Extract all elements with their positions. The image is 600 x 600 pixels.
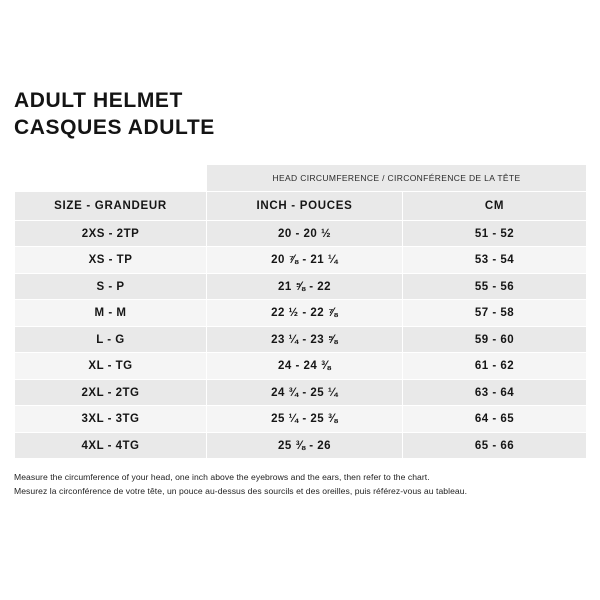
cell-size: L - G: [15, 326, 207, 353]
table-row: [15, 406, 587, 433]
table-row: [15, 326, 587, 353]
cell-cm: 65 - 66: [403, 432, 587, 459]
table-row: [15, 247, 587, 274]
page-title: [14, 88, 586, 142]
note-french: Mesurez la circonférence de votre tête, un pouce au-dessus des sourcils et des oreilles, puis référez-vous au tableau.: [14, 485, 468, 496]
cell-cm: 53 - 54: [403, 247, 587, 274]
table-row: [15, 300, 587, 327]
cell-size: S - P: [15, 273, 207, 300]
note-english: Measure the circumference of your head, one inch above the eyebrows and the ears, then refer to the chart.: [14, 472, 430, 483]
cell-inch: 20 - 20 ½: [207, 220, 403, 247]
table-body: [15, 220, 587, 459]
cell-cm: 51 - 52: [403, 220, 587, 247]
cell-cm: 59 - 60: [403, 326, 587, 353]
cell-inch: 25 ⅜ - 26: [207, 432, 403, 459]
cell-size: 2XL - 2TG: [15, 379, 207, 406]
cell-size: XS - TP: [15, 247, 207, 274]
cell-cm: 61 - 62: [403, 353, 587, 380]
cell-inch: 20 ⅞ - 21 ¼: [207, 247, 403, 274]
group-header-circumference: HEAD CIRCUMFERENCE / CIRCONFÉRENCE DE LA TÊTE: [207, 164, 587, 191]
cell-inch: 21 ⅝ - 22: [207, 273, 403, 300]
title-line-english: ADULT HELMET: [14, 89, 183, 112]
cell-cm: 64 - 65: [403, 406, 587, 433]
cell-size: 3XL - 3TG: [15, 406, 207, 433]
cell-size: M - M: [15, 300, 207, 327]
group-header-row: [15, 164, 587, 191]
column-header-inch: INCH - POUCES: [207, 191, 403, 220]
column-header-row: [15, 191, 587, 220]
table-row: [15, 432, 587, 459]
group-header-spacer: [15, 164, 207, 191]
table-row: [15, 379, 587, 406]
cell-size: XL - TG: [15, 353, 207, 380]
cell-cm: 55 - 56: [403, 273, 587, 300]
cell-inch: 23 ¼ - 23 ⅝: [207, 326, 403, 353]
column-header-cm: CM: [403, 191, 587, 220]
column-header-size: SIZE - GRANDEUR: [15, 191, 207, 220]
cell-size: 2XS - 2TP: [15, 220, 207, 247]
table-head: [15, 164, 587, 220]
measurement-notes: [14, 471, 586, 498]
cell-cm: 63 - 64: [403, 379, 587, 406]
cell-size: 4XL - 4TG: [15, 432, 207, 459]
cell-inch: 24 - 24 ⅜: [207, 353, 403, 380]
cell-inch: 24 ¾ - 25 ¼: [207, 379, 403, 406]
size-chart-table: [14, 164, 587, 460]
title-line-french: CASQUES ADULTE: [14, 115, 215, 139]
table-row: [15, 220, 587, 247]
cell-inch: 25 ¼ - 25 ⅜: [207, 406, 403, 433]
cell-cm: 57 - 58: [403, 300, 587, 327]
table-row: [15, 353, 587, 380]
cell-inch: 22 ½ - 22 ⅞: [207, 300, 403, 327]
table-row: [15, 273, 587, 300]
